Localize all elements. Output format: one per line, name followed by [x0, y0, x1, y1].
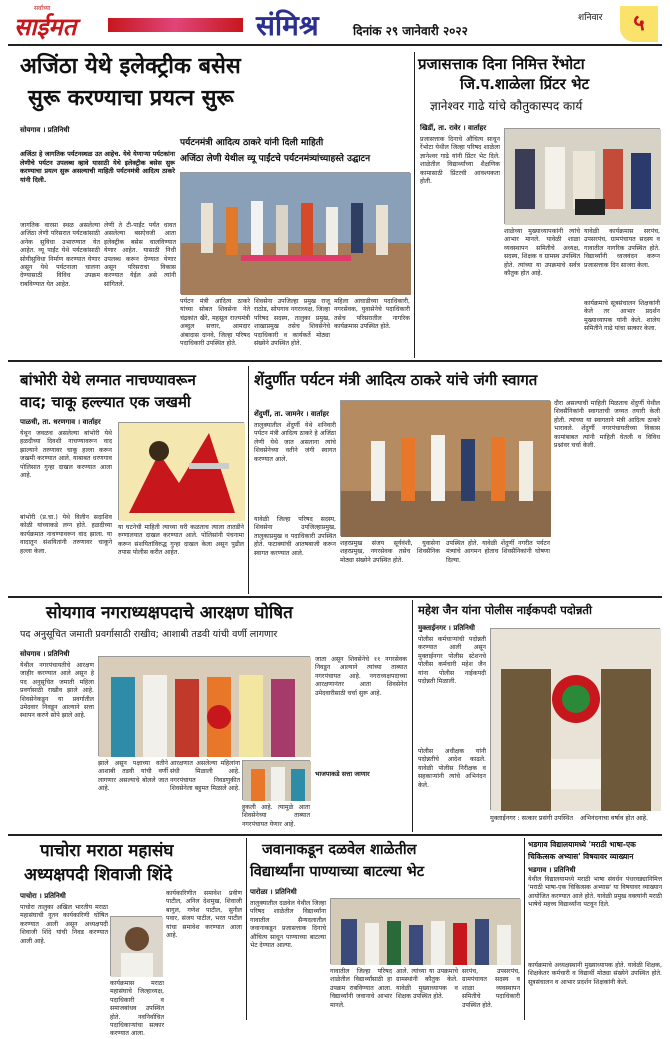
story4-col2: यावेळी जिल्हा परिषद सदस्य, शिवसेना उपजिल्हाप्रमुख, तालुकाप्रमुख व पदाधिकारी उपस्थित होते. फटाक्यांची आतषबाजी करून स्वागत करण्यात आले. — [254, 516, 336, 557]
story2-headline-1: प्रजासत्ताक दिना निमित्त रेंभोटा — [418, 55, 585, 73]
divider — [8, 834, 662, 836]
masthead-bar — [108, 18, 243, 32]
story5-col4: हुकली आहे. त्यामुळे आता शिवसेनेच्या ताब्यात नगरपंचायत येणार आहे. — [242, 804, 310, 828]
story2-photo — [504, 128, 660, 224]
story4-photo — [340, 400, 550, 536]
story5-col2: झाले असून पक्षाच्या वतीने आशाबी तडवी यांची वर्णी लागणार असल्याचे बोलले जात आहे. — [98, 760, 168, 793]
story1-subhead-2: अजिंठा लेणी येथील व्यू पाईंटचे पर्यटनमंत्र्यांच्याहस्ते उद्घाटन — [180, 154, 371, 164]
story7-col3: कार्यक्रमास मराठा महासंघाचे जिल्हाध्यक्ष, पदाधिकारी व समाजबांधव उपस्थित होते. नवनिर्वाचित पदाधिकाऱ्यांचा सत्कार करण्यात आला. — [110, 980, 164, 1038]
story1-col3: पर्यटन मंत्री आदित्य ठाकरे यांच्या सोबत शिवसेना नेते चंद्रकांत खैरे, महसूल राज्यमंत्री अब्दुल सत्तार, आमदार अंबादास दानवे, जिल्हा परिषद पदाधिकारी उपस्थित होते. — [180, 298, 250, 348]
story1-byline: सोयगाव । प्रतिनिधी — [20, 126, 70, 134]
story7-byline: पाचोरा । प्रतिनिधी — [20, 892, 66, 900]
story3-col2: बांभोरी (प्र.चा.) येथे विलीन सदाशिव कोळी यांच्याकडे लग्न होते. हळदीच्या कार्यक्रमात नाचण्यावरून वाद झाला. या वादातून संशयितांनी तरुणावर चाकूने हल्ला केला. — [20, 514, 112, 555]
story1-col2: लेणी ते टी-पाईंट पर्यंत धावत असलेल्या बसऐवजी आता इलेक्ट्रीक बसेस चालविण्यात येणार आहेत. यासाठी निधी उपलब्ध करून देण्यात येणार असून परिसराचा विकास करण्यात येईल असे त्यांनी सांगितले. — [104, 222, 176, 288]
weekday: शनिवार — [578, 13, 603, 23]
story6-photo — [490, 628, 660, 810]
story4-col1: तालुक्यातील शेंदुर्णी येथे शनिवारी पर्यटन मंत्री आदित्य ठाकरे हे अजिंठा लेणी येथे जात असताना त्यांचे शिवसेनेच्या वतीने जंगी स्वागत करण्यात आले. — [254, 422, 336, 463]
brand-logo — [14, 4, 102, 40]
story9-headline-2: चिकित्सक अभ्यास' विषयावर व्याख्यान — [528, 852, 634, 861]
story4-col3: शहरप्रमुख संजय सूर्यवंशी, युवासेना शहरप्रमुख, नगरसेवक तसेच शिवसैनिक मोठ्या संख्येने उपस्थित होते. — [340, 540, 440, 564]
divider — [524, 838, 525, 1020]
story3-col1: येथून जवळच असलेल्या बांभोरी येथे हळदीच्या दिवशी नाचण्यावरून वाद झाल्याने तरुणावर चाकू हल्ला करून जखमी करण्यात आले. याबाबत धरणगाव पोलिसात गुन्हा दाखल करण्यात आला आहे. — [20, 430, 112, 480]
dateline: दिनांक २९ जानेवारी २०२२ — [353, 24, 468, 38]
story8-col4: सरपंच, उपसरपंच, ग्रामपंचायत सदस्य व शाळा व्यवस्थापन समितीचे पदाधिकारी उपस्थित होते. — [462, 968, 520, 1009]
divider — [8, 360, 662, 362]
story8-col2: गावातील जिल्हा परिषद शाळेतील विद्यार्थ्यांसाठी हा उपक्रम राबविण्यात आला. विद्यार्थ्यांनी जवानाचे आभार मानले. — [330, 968, 392, 1009]
story1-col4: शिवसेना उपजिल्हा प्रमुख राजू राठोड, सोयगाव नगराध्यक्ष, जिल्हा परिषद सदस्य, तालुका प्रमुख, शाखाप्रमुख तसेच शिवसेनेचे पदाधिकारी व कार्यकर्ते मोठ्या संख्येने उपस्थित होते. — [254, 298, 330, 348]
story7-headline-1: पाचोरा मराठा महासंघ — [40, 841, 174, 861]
story5-headline-2: पद अनुसूचित जमाती प्रवर्गासाठी राखीव; आशाबी तडवी यांची वर्णी लागणार — [20, 629, 278, 640]
story1-headline-2: सुरू करण्याचा प्रयत्न सुरू — [28, 86, 234, 111]
story4-byline: शेंदुर्णी, ता. जामनेर । वार्ताहर — [254, 410, 329, 418]
divider — [246, 838, 247, 1020]
brand-name: साईमत — [14, 12, 77, 41]
story8-headline-2: विद्यार्थ्यांना पाण्याच्या बाटल्या भेट — [250, 864, 425, 880]
divider — [248, 366, 249, 594]
story9-byline: भडगाव । प्रतिनिधी — [528, 866, 576, 874]
story2-col3: यावेळी कार्यक्रमास सरपंच, उपसरपंच, ग्रामपंचायत सदस्य व गावातील नागरिक उपस्थित होते. विद्यार्थ्यांनी ध्वजवंदन करून प्रजासत्ताक दिन साजरा केला. — [584, 228, 660, 269]
story8-headline-1: जवानाकडून दळवेल शाळेतील — [262, 842, 417, 858]
story6-caption-right: अभिनंदनाचा वर्षाव होत आहे. — [580, 814, 649, 822]
story3-photo — [118, 422, 244, 520]
story1-col1: जागतिक वारसा स्थळ असलेल्या अजिंठा लेणी परिसरात पर्यटकांसाठी अनेक सुविधा उभारण्यात येत आहेत. व्यू पाईंट येथे पर्यटकांसाठी सोयीसुविधा निर्माण करण्यात येणार असून येथे पर्यटनाला चालना देण्यासाठी विविध उपक्रम राबविण्यात येत आहेत. — [20, 222, 100, 288]
brand-tag: सर्वांच्या — [34, 5, 51, 12]
story5-photo — [98, 656, 310, 756]
story2-col2: शाळेच्या मुख्याध्यापकांनी त्यांचे आभार मानले. यावेळी शाळा व्यवस्थापन समितीचे अध्यक्ष, सदस्य, शिक्षक व ग्रामस्थ उपस्थित होते. त्यांच्या या उपक्रमाचे सर्वत्र कौतुक होत आहे. — [504, 228, 580, 278]
story8-photo — [330, 898, 520, 964]
story7-headline-2: अध्यक्षपदी शिवाजी शिंदे — [24, 865, 173, 885]
divider — [412, 600, 413, 832]
story3-headline-1: बांभोरी येथे लग्नात नाचण्यावरून — [20, 371, 196, 389]
story4-col4: उपस्थित होते. यावेळी शेंदुर्णी नगरीत पर्यटन मंत्र्यांचे आगमन होताच शिवसैनिकांनी घोषणा दिल्या. — [446, 540, 550, 564]
story8-col3: आले. त्यांच्या या उपक्रमाचे ग्रामस्थांनी कौतुक केले. यावेळी मुख्याध्यापक व शिक्षक उपस्थित होते. — [396, 968, 458, 1001]
story2-headline-3: ज्ञानेश्वर गाढे यांचे कौतुकास्पद कार्य — [430, 99, 583, 113]
divider — [414, 52, 415, 358]
story5-col5: जाता असून शिवसेनेचे ११ नगरसेवक निवडून आल्याने त्यांच्या ताब्यात नगरपंचायत आहे. नगराध्यक्षपदाच्या आरक्षणानंतर आता शिवसेनेत उमेदवारीसाठी चर्चा सुरू आहे. — [315, 656, 407, 697]
story1-photo — [180, 172, 410, 294]
story7-col2: कार्यकारिणीत समावेश प्रवीण पाटील, अनिल देशमुख, शिवाजी बागुल, गणेश पाटील, सुनील पवार, संजय पाटील, भरत पाटील यांचा समावेश करण्यात आला आहे. — [166, 890, 242, 940]
story1-headline-1: अजिंठा येथे इलेक्ट्रीक बसेस — [20, 54, 241, 79]
story6-headline: महेश जैन यांना पोलीस नाईकपदी पदोन्नती — [418, 603, 592, 617]
story8-col1: तालुक्यातील दळवेल येथील जिल्हा परिषद शाळेतील विद्यार्थ्यांना गावातील सैन्यदलातील जवानाकडून प्रजासत्ताक दिनाचे औचित्य साधून पाण्याच्या बाटल्या भेट देण्यात आल्या. — [250, 900, 326, 950]
section-title: संमिश्र — [256, 9, 319, 42]
page-number: ५ — [620, 6, 658, 42]
story3-headline-2: वाद; चाकू हल्ल्यात एक जखमी — [20, 393, 191, 411]
masthead — [8, 4, 662, 46]
story5-headline-1: सोयगाव नगराध्यक्षपदाचे आरक्षण घोषित — [46, 603, 293, 623]
story9-col2: कार्यक्रमाचे अध्यक्षस्थानी मुख्याध्यापक होते. यावेळी शिक्षक, शिक्षकेतर कर्मचारी व विद्यार्थी मोठ्या संख्येने उपस्थित होते. सूत्रसंचालन व आभार प्रदर्शन शिक्षकांनी केले. — [528, 962, 662, 986]
story2-col4: कार्यक्रमाचे सूत्रसंचालन शिक्षकांनी केले तर आभार प्रदर्शन मुख्याध्यापक यांनी केले. शालेय समितीने गाढे यांचा सत्कार केला. — [584, 300, 660, 333]
story5-col3: आरक्षणात असलेल्या महिलांना संधी मिळाली आहे. नगरपंचायत निवडणुकीत शिवसेनेला बहुमत मिळाले आहे. — [170, 760, 240, 793]
story4-headline: शेंदुर्णीत पर्यटन मंत्री आदित्य ठाकरे यांचे जंगी स्वागत — [254, 371, 538, 389]
story3-col3: या घटनेची माहिती त्याच्या घरी कळताच त्याला तातडीने रुग्णालयात दाखल करण्यात आले. पोलिसांनी पंचनामा करून संशयितांविरुद्ध गुन्हा दाखल केला असून पुढील तपास पोलीस करीत आहेत. — [118, 524, 244, 557]
story9-col1: येथील विद्यालयामध्ये मराठी भाषा संवर्धन पंधरवड्यानिमित्त 'मराठी भाषा-एक चिकित्सक अभ्यास' या विषयावर व्याख्यान आयोजित करण्यात आले होते. यावेळी प्रमुख वक्त्यांनी मराठी भाषेचे महत्त्व विद्यार्थ्यांना पटवून दिले. — [528, 876, 662, 909]
story6-col1: पोलीस कर्मचाऱ्यांची पदोन्नती करण्यात आली असून मुक्ताईनगर पोलीस स्टेशनचे पोलीस कर्मचारी महेश जैन यांना पोलीस नाईकपदी पदोन्नती मिळाली. — [418, 636, 486, 686]
story3-byline: पाळधी, ता. धरणगाव । वार्ताहर — [20, 418, 101, 426]
story2-col1: प्रजासत्ताक दिनाचे औचित्य साधून रेंभोटा येथील जिल्हा परिषद शाळेला ज्ञानेश्वर गाढे यांनी प्रिंटर भेट दिले. शाळेतील विद्यार्थ्यांच्या शैक्षणिक कामासाठी प्रिंटरची आवश्यकता होती. — [420, 136, 500, 186]
story9-headline-1: भडगाव विद्यालयामध्ये 'मराठी भाषा-एक — [528, 840, 636, 849]
story1-subhead-1: पर्यटनमंत्री आदित्य ठाकरे यांनी दिली माहिती — [180, 138, 324, 148]
story5-col1: येथील नगरपंचायतीचे आरक्षण जाहीर करण्यात आले असून हे पद अनुसूचित जमाती महिला प्रवर्गासाठी राखीव झाले आहे. शिवसेनेकडून या प्रवर्गातील उमेदवार निवडून आल्याने सत्ता स्थापन करणे सोपे झाले आहे. — [20, 662, 94, 720]
story6-byline: मुक्ताईनगर । प्रतिनिधी — [418, 624, 475, 632]
story7-col1: पाचोरा तालुका अखिल भारतीय मराठा महासंघाची नूतन कार्यकारिणी घोषित करण्यात आली असून अध्यक्षपदी शिवाजी शिंदे यांची निवड करण्यात आली आहे. — [20, 904, 108, 945]
story5-byline: सोयगाव । प्रतिनिधी — [20, 650, 70, 658]
story7-photo — [110, 916, 162, 976]
story5-photo-2 — [242, 760, 310, 800]
story2-headline-2: जि.प.शाळेला प्रिंटर भेट — [460, 75, 590, 93]
story5-caption: भाजपाकडे सत्ता जाणार — [315, 770, 370, 778]
story8-byline: पारोळा । प्रतिनिधी — [250, 888, 297, 896]
story4-col5: दौरा असल्याची माहिती मिळताच शेंदुर्णी येथील शिवसैनिकांनी स्वागताची जय्यत तयारी केली होती. त्यांच्या या स्वागताने मंत्री आदित्य ठाकरे भारावले. शेंदुर्णी नगरपंचायतीच्या विकास कामांबाबत त्यांनी माहिती घेतली व विविध प्रश्नांवर चर्चा केली. — [554, 400, 660, 450]
story2-byline: खिर्डी, ता. रावेर । वार्ताहर — [420, 124, 487, 132]
story6-caption-left: मुक्ताईनगर : सत्कार प्रसंगी उपस्थित — [490, 814, 574, 822]
story1-lead: अजिंठा हे जागतिक पर्यटनस्थळ उत आहेच. येथे येणाऱ्या पर्यटकांना लेणीचे पर्यटन उपलब्ध व्हावे यासाठी येथे इलेक्ट्रीक बसेस सुरू करण्याचा प्रयत्न सुरू असल्याची माहिती पर्यटनमंत्री आदित्य ठाकरे यांनी दिली. — [20, 150, 175, 184]
story6-col2: पोलीस अधीक्षक यांनी पदोन्नतीचे आदेश काढले. यावेळी पोलीस निरीक्षक व सहकाऱ्यांनी त्यांचे अभिनंदन केले. — [418, 748, 486, 789]
divider — [8, 596, 662, 598]
story1-col5: महिला आघाडीच्या पदाधिकारी, नगरसेवक, युवासेनेचे पदाधिकारी तसेच परिसरातील नागरिक कार्यक्रमास उपस्थित होते. — [334, 298, 410, 331]
